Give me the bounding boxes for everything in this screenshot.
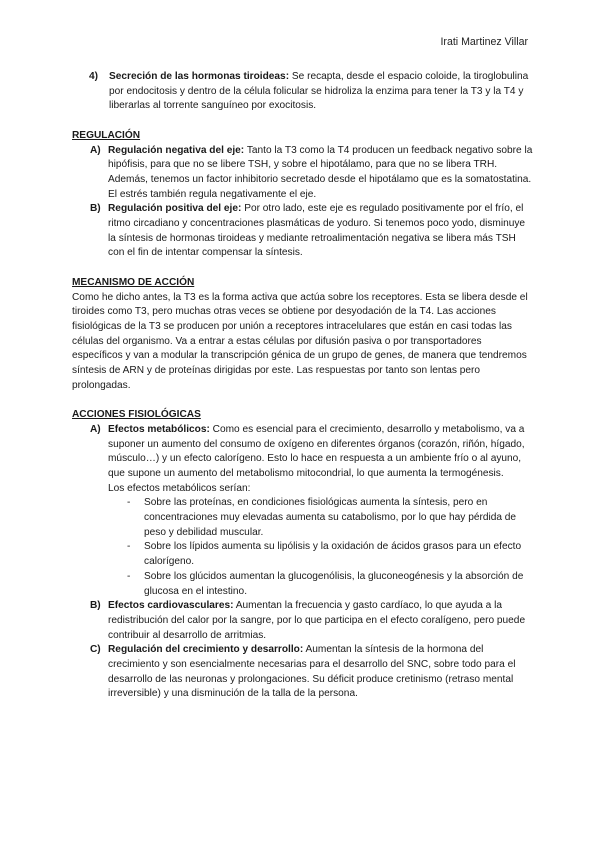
regulacion-item-a xyxy=(72,144,534,203)
acciones-item-a xyxy=(72,423,534,497)
bullet-text: Sobre los glúcidos aumentan la glucogenólisis, la gluconeogénesis y la absorción de glucosa en el intestino. xyxy=(144,570,524,597)
item-marker: B) xyxy=(90,600,101,612)
bullet-item xyxy=(72,496,534,540)
bullet-item xyxy=(72,570,534,599)
dash-marker: - xyxy=(127,570,131,582)
item-title: Regulación positiva del eje: xyxy=(108,203,242,215)
item-title: Regulación negativa del eje: xyxy=(108,144,245,156)
regulacion-heading: REGULACIÓN xyxy=(72,129,141,141)
acciones-heading: ACCIONES FISIOLÓGICAS xyxy=(72,409,201,421)
item-text: Tanto la T3 como la T4 producen un feedback negativo sobre la hipófisis, para que no se libere TSH, y sobre el hipotálamo, para que no se libera TRH. Además, tenemos un factor inhibitorio secretado desde el hipotálamo que es la somatostatina. El estrés también regula negativamente el eje. xyxy=(108,144,533,200)
mecanismo-paragraph: Como he dicho antes, la T3 es la forma activa que actúa sobre los receptores. Esta se libera desde el tiroides como T3, pero muchas otras veces se obtiene por desyodación de la T4. Las acciones fisiológicas de la T3 se producen por unión a receptores intracelulares que están en casi todas las células del organismo. Va a entrar a estas células por difusión pasiva o por transportadores específicos y van a modular la transcripción génica de un grupo de genes, de manera que tendremos síntesis de ARN y de proteínas dirigidas por este. Las respuestas por tanto son lentas pero prolongadas. xyxy=(72,291,528,391)
item-paragraph xyxy=(108,202,534,261)
item-text: Por otro lado, este eje es regulado positivamente por el frío, el ritmo circadiano y concentraciones plasmáticas de yoduro. Si tenemos poco yodo, disminuye la síntesis de hormonas tiroideas y mediante retroalimentación negativa se libera más TSH con el fin de intentar compensar la síntesis. xyxy=(108,203,526,259)
item-marker: C) xyxy=(90,644,101,656)
author-header: Irati Martinez Villar xyxy=(440,36,528,48)
item-paragraph xyxy=(108,144,534,203)
document-body xyxy=(72,70,534,702)
item-marker: A) xyxy=(90,423,101,435)
item-subtitle: Los efectos metabólicos serían: xyxy=(108,482,251,494)
item-text: Aumentan la frecuencia y gasto cardíaco, lo que ayuda a la redistribución del calor por la sangre, por lo que participa en el efecto coralígeno, pero puede contribuir al desarrollo de arritmias. xyxy=(108,600,526,641)
item-title: Efectos cardiovasculares: xyxy=(108,600,234,612)
item-marker: A) xyxy=(90,144,101,156)
item-paragraph xyxy=(108,423,534,482)
item-text: Se recapta, desde el espacio coloide, la tiroglobulina por endocitosis y dentro de la célula folicular se hidroliza la enzima para tener la T3 y la T4 y liberarlas al torrente sanguíneo por exocitosis. xyxy=(109,71,529,112)
item-title: Secreción de las hormonas tiroideas: xyxy=(109,71,290,82)
item-paragraph xyxy=(109,70,534,114)
item-text: Aumentan la síntesis de la hormona del crecimiento y son esencialmente necesarias para el desarrollo del SNC, sobre todo para el desarrollo de las neuronas y prolongaciones. Su déficit produce cretinismo (retraso mental irreversible) y una disminución de la talla de la persona. xyxy=(108,644,516,700)
dash-marker: - xyxy=(127,497,131,509)
bullet-text: Sobre las proteínas, en condiciones fisiológicas aumenta la síntesis, pero en concentraciones muy elevadas aumenta su catabolismo, por lo que hay pérdida de peso y debilidad muscular. xyxy=(144,497,517,538)
item-marker: B) xyxy=(90,203,101,215)
item-paragraph xyxy=(108,599,534,643)
acciones-item-b xyxy=(72,599,534,643)
dash-marker: - xyxy=(127,541,131,553)
acciones-item-c xyxy=(72,643,534,702)
item-title: Efectos metabólicos: xyxy=(108,423,210,435)
item-title: Regulación del crecimiento y desarrollo: xyxy=(108,644,304,656)
regulacion-item-b xyxy=(72,202,534,261)
item-marker: 4) xyxy=(89,71,99,82)
item-paragraph xyxy=(108,643,534,702)
secrecion-item xyxy=(72,70,534,114)
mecanismo-heading: MECANISMO DE ACCIÓN xyxy=(72,276,195,288)
bullet-item xyxy=(72,540,534,569)
item-text: Como es esencial para el crecimiento, desarrollo y metabolismo, va a suponer un aumento del consumo de oxígeno en diferentes órganos (corazón, riñón, hígado, músculo…) y un efecto calorígeno. Esto lo hace en respuesta a un ambiente frío o al ayuno, que supone un aumento del metabolismo mitocondrial, lo que aumenta la termogénesis. xyxy=(108,423,525,479)
bullet-text: Sobre los lípidos aumenta su lipólisis y la oxidación de ácidos grasos para un efecto calorígeno. xyxy=(144,541,522,568)
